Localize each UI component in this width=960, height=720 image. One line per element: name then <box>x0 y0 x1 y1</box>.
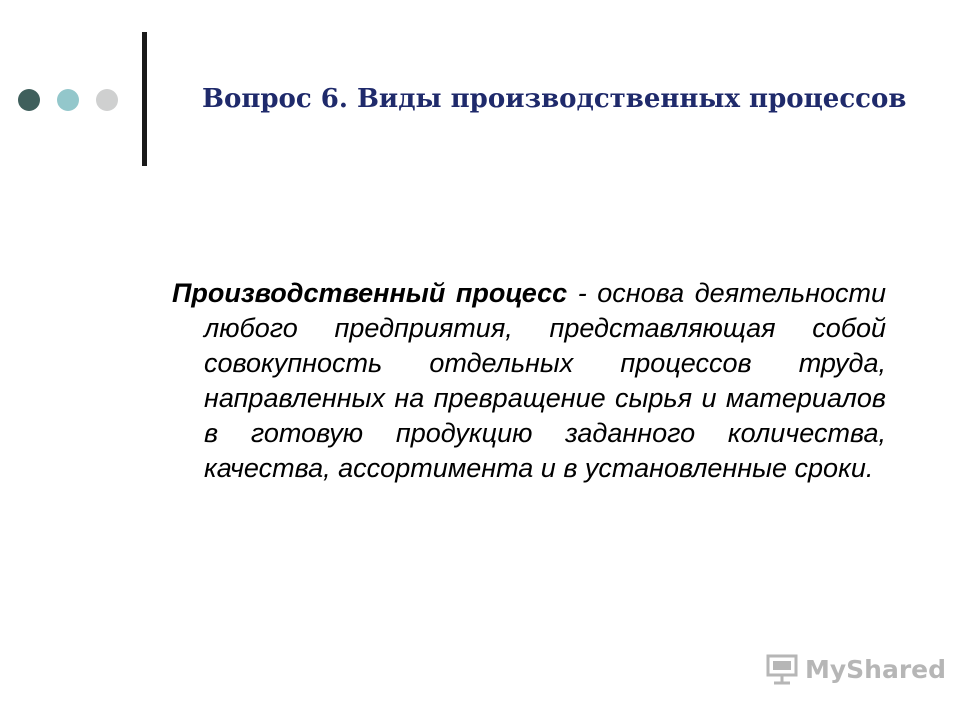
watermark-logo <box>765 653 946 685</box>
watermark-text: MyShared <box>805 654 947 684</box>
vertical-divider <box>142 32 147 166</box>
definition-text: - основа деятельности любого предприятия, представляющая собой совокупность отдельных процессов труда, направленных на превращение сырья и материалов в готовую продукцию заданного количества, качества, ассортимента и в установленные сроки. <box>204 278 887 483</box>
presentation-board-icon <box>765 653 799 685</box>
gray-dot-icon <box>96 89 118 111</box>
slide-title: Вопрос 6. Виды производственных процессов <box>202 84 907 114</box>
teal-dot-icon <box>57 89 79 111</box>
dark-dot-icon <box>18 89 40 111</box>
definition-paragraph <box>172 276 886 486</box>
definition-term: Производственный процесс <box>172 278 568 308</box>
decorative-dots <box>18 89 118 111</box>
